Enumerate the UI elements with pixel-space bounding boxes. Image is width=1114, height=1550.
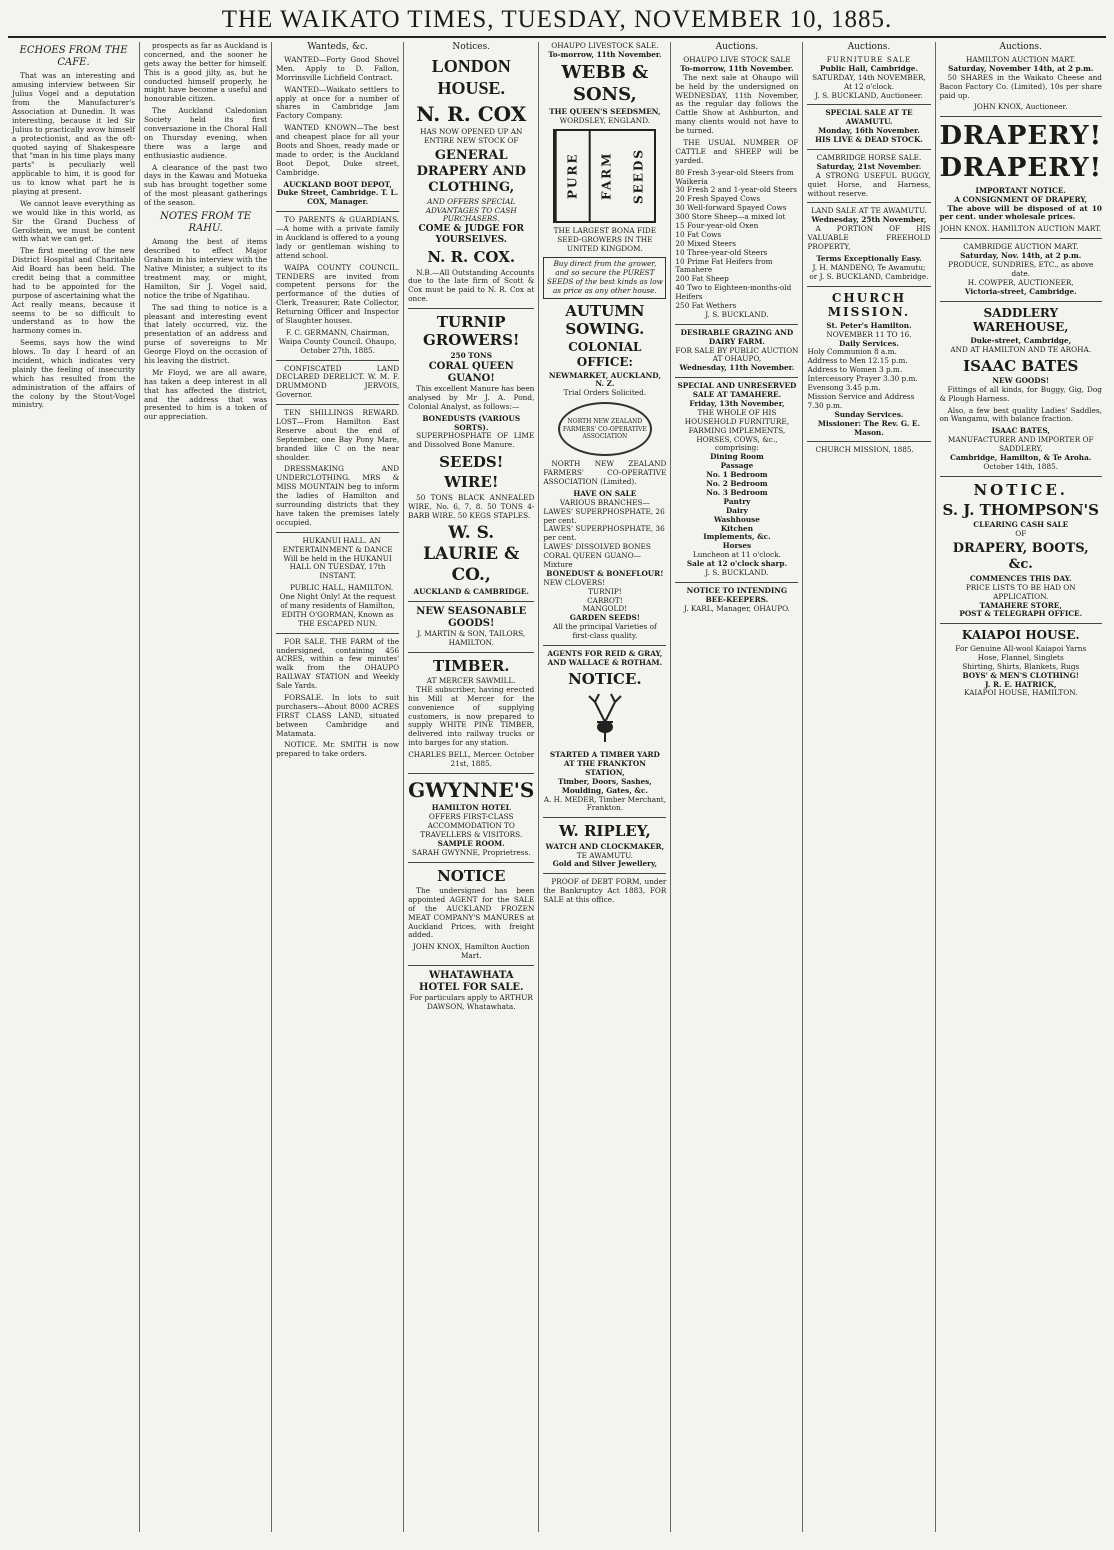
drapery-boots: DRAPERY, BOOTS, &c. xyxy=(952,541,1089,573)
stag-icon xyxy=(575,692,635,747)
ad-line: COMMENCES THIS DAY. xyxy=(969,573,1072,583)
column-3 xyxy=(272,42,404,1532)
ad-line: To-morrow, 11th November. xyxy=(548,49,662,59)
ad-line: Monday, 16th November. xyxy=(818,126,920,136)
ad-line: Wednesday, 11th November. xyxy=(679,363,795,373)
ad-line: AT MERCER SAWMILL. xyxy=(426,676,516,685)
ad: AUCKLAND BOOT DEPOT, Duke Street, Cambridge. T. L. COX, Manager. xyxy=(276,179,399,207)
ad-line: IMPORTANT NOTICE. xyxy=(975,185,1066,195)
ad-line: COME & JUDGE FOR YOURSELVES. xyxy=(418,224,524,246)
stock-item: 80 Fresh 3-year-old Steers from Waikeria xyxy=(675,167,794,186)
ad-line: JOHN KNOX, Auctioneer. xyxy=(973,102,1068,112)
service-item: Holy Communion 8 a.m. xyxy=(807,347,897,357)
ad-line: CHARLES BELL, Mercer. October 21st, 1885. xyxy=(408,750,535,769)
list-item: LAWES' SUPERPHOSPHATE, 26 per cent. xyxy=(543,506,665,525)
seeds-label: FARM xyxy=(589,131,623,221)
seeds-label: SEEDS xyxy=(631,148,646,205)
stock-item: 30 Well-forward Spayed Cows xyxy=(675,203,787,213)
ad-line: H. COWPER, AUCTIONEER, xyxy=(967,277,1074,287)
ad-line: MANUFACTURER AND IMPORTER OF SADDLERY, xyxy=(947,435,1094,454)
article-title: NOTES FROM TE RAHU. xyxy=(160,211,252,235)
ad-line: NEW GOODS! xyxy=(992,375,1050,385)
list-item: MANGOLD! xyxy=(582,604,628,614)
stock-item: 15 Four-year-old Oxen xyxy=(675,221,759,230)
autumn-title: AUTUMN SOWING. xyxy=(565,301,645,338)
ad-line: OFFERS FIRST-CLASS ACCOMMODATION TO TRAVELLERS & VISITORS. xyxy=(420,812,523,839)
ad-line: KAIAPOI HOUSE, HAMILTON. xyxy=(964,688,1078,698)
ad: WANTED—Forty Good Shovel Men. Apply to D. Fallon, Morrinsville Lichfield Contract. xyxy=(276,54,400,82)
ad-line: Saturday, November 14th, at 2 p.m. xyxy=(948,63,1094,73)
ad-line: THE LARGEST BONA FIDE SEED-GROWERS IN THE UNITED KINGDOM. xyxy=(553,226,657,254)
paragraph: The sad thing to notice is a pleasant and interesting event that lately occurred, viz. the presentation of an address and purse of sovereigns to Mr George Floyd on the occasion of his leaving the district. xyxy=(144,302,268,365)
stock-item: 10 Fat Cows xyxy=(675,229,722,239)
list-item: LAWES' SUPERPHOSPHATE, 36 per cent. xyxy=(543,524,665,543)
stock-item: 10 Prime Fat Heifers from Tamahere xyxy=(675,256,773,275)
ad-line: Cambridge, Hamilton, & Te Aroha. xyxy=(950,453,1092,462)
ad-line: JOHN KNOX, Hamilton Auction Mart. xyxy=(412,942,530,961)
divider xyxy=(276,360,399,361)
nr-cox-title: N. R. COX xyxy=(416,101,527,126)
ad-line: THE WHOLE OF HIS HOUSEHOLD FURNITURE, FARMING IMPLEMENTS, HORSES, COWS, &c., comprising: xyxy=(684,407,790,453)
ad-line: A CONSIGNMENT OF DRAPERY, xyxy=(954,194,1088,204)
divider xyxy=(940,116,1102,117)
wire-title: WIRE! xyxy=(444,473,499,492)
ad-line: CLEARING CASH SALE xyxy=(973,520,1069,530)
ad-line: This excellent Manure has been analysed by Mr J. A. Pond, Colonial Analyst, as follows:— xyxy=(408,383,535,411)
ad-line: Saturday, 21st November. xyxy=(816,161,922,171)
ad-box: Buy direct from the grower, and so secure the PUREST SEEDS of the best kinds as low as price as any other house. xyxy=(543,257,666,299)
ad-line: 250 TONS xyxy=(450,350,492,360)
ad-line: J. KARL, Manager, OHAUPO. xyxy=(683,603,790,613)
divider xyxy=(807,202,930,203)
ad-line: 50 TONS BLACK ANNEALED WIRE, No. 6, 7, 8. 50 TONS 4-BARB WIRE. 50 KEGS STAPLES. xyxy=(408,492,535,520)
divider xyxy=(543,817,666,818)
ad-line: PRICE LISTS TO BE HAD ON APPLICATION. xyxy=(965,582,1076,601)
paragraph: Among the best of items described to effect Major Graham in his interview with the Native Minister, a subject to its treatment may, or might, Hamilton, Sir J. Vogel said, notice the tribe of Ngatihau. xyxy=(144,237,268,300)
divider xyxy=(408,965,534,966)
stock-item: 20 Mixed Steers xyxy=(675,238,737,248)
ad-line: OHAUPO LIVE STOCK SALE xyxy=(683,54,791,64)
ad: F. C. GERMANN, Chairman, Waipa County Council. Ohaupo, October 27th, 1885. xyxy=(278,327,397,355)
ad-line: BOYS' & MEN'S CLOTHING! xyxy=(962,670,1079,680)
service-item: Mission Service and Address 7.30 p.m. xyxy=(807,391,915,410)
ad-line: NOVEMBER 11 TO 16. xyxy=(826,329,912,339)
paragraph: The next sale at Ohaupo will be held by the undersigned on WEDNESDAY, 11th November, as the regular day follows the Cattle Show at Ashburton, and many clients would not have to be turned. xyxy=(675,72,799,136)
ad-line: JOHN KNOX. HAMILTON AUCTION MART. xyxy=(940,224,1102,234)
columns xyxy=(8,42,1106,1532)
divider xyxy=(675,377,798,378)
ad-line: OF xyxy=(1015,529,1027,539)
ad-line: October 14th, 1885. xyxy=(983,461,1059,471)
ad-line: J. S. BUCKLAND, Auctioneer. xyxy=(815,90,923,100)
ad-line: THE QUEEN'S SEEDSMEN, xyxy=(549,106,661,116)
ad-line: Sale at 12 o'clock sharp. xyxy=(686,559,787,569)
section-head: Auctions. xyxy=(999,42,1042,52)
paragraph: The Auckland Caledonian Society held its first conversazione in the Choral Hall on Thursday evening, when there was a large and enthusiastic audience. xyxy=(144,106,268,160)
ad: NOTICE. Mr. SMITH is now prepared to take orders. xyxy=(276,740,400,759)
divider xyxy=(940,476,1102,477)
ad-line: Saturday, Nov. 14th, at 2 p.m. xyxy=(960,251,1082,261)
ad-line: FOR SALE BY PUBLIC AUCTION AT OHAUPO, xyxy=(675,345,799,364)
list-item: CORAL QUEEN GUANO—Mixture xyxy=(543,551,642,570)
divider xyxy=(543,645,666,646)
notice-title: NOTICE. xyxy=(568,669,642,688)
room-heading: No. 1 Bedroom xyxy=(706,470,768,480)
stock-item: 20 Fresh Spayed Cows xyxy=(675,194,761,204)
ad-line: SPECIAL AND UNRESERVED SALE AT TAMAHERE. xyxy=(677,381,797,400)
ad-line: SPECIAL SALE AT TE AWAMUTU. xyxy=(825,108,913,127)
ad-line: THE subscriber, having erected his Mill at Mercer for the convenience of supplying customers, is now prepared to supply WHITE PINE TIMBER, delivered into railway trucks or into barges for any station. xyxy=(408,684,535,748)
ad-line: The undersigned has been appointed AGENT for the SALE of the AUCKLAND FROZEN MEAT COMPANY'S MANURES at Auckland Prices, with freight added. xyxy=(408,885,535,940)
ad-line: Missioner: The Rev. G. E. Mason. xyxy=(817,418,921,437)
ad: FOR SALE. THE FARM of the undersigned, containing 456 ACRES, within a few minutes' walk from the OHAUPO RAILWAY STATION and Weekly Sale Yards. xyxy=(276,636,400,691)
ad-line: HAMILTON HOTEL xyxy=(431,803,511,813)
ad-line: WATCH AND CLOCKMAKER, xyxy=(545,841,665,851)
paragraph: prospects as far as Auckland is concerned, and the sooner he gets away the better for himself. This is a good jilty, as, but he conducted himself properly, he might have become a useful and honourable citizen. xyxy=(144,41,268,104)
divider xyxy=(543,873,666,874)
stock-item: 300 Store Sheep—a mixed lot xyxy=(675,212,786,222)
stock-item: 10 Three-year-old Steers xyxy=(675,247,768,257)
bates-title: ISAAC BATES xyxy=(963,356,1079,375)
service-item: Evensong 3.45 p.m. xyxy=(807,383,881,393)
ad-line: To-morrow, 11th November. xyxy=(680,63,794,73)
ad-line: PRODUCE, SUNDRIES, ETC., as above date. xyxy=(948,259,1094,278)
ad-line: Gold and Silver Jewellery, xyxy=(552,859,658,869)
ad-line: OHAUPO LIVESTOCK SALE. xyxy=(551,41,659,50)
ad-line: SARAH GWYNNE, Proprietress. xyxy=(411,847,531,857)
ad: TEN SHILLINGS REWARD. LOST—From Hamilton East Reserve about the end of September, one Bay Pony Mare, branded like C on the near shoulder. xyxy=(276,408,400,462)
turnip-title: TURNIP GROWERS! xyxy=(422,313,520,350)
ad-line: J. S. BUCKLAND. xyxy=(705,567,769,577)
ad-line: CAMBRIDGE AUCTION MART. xyxy=(963,242,1079,252)
paragraph: Seems, says how the wind blows. To day I heard of an incident, which indicates very plainly the feeling of insecurity which has resulted from the administration of the affairs of the colony by the Stout-Vogel ministry. xyxy=(12,338,136,410)
ad-line: WHATAWHATA HOTEL FOR SALE. xyxy=(419,970,524,994)
ad-line: PROOF of DEBT FORM, under the Bankruptcy Act 1883, FOR SALE at this office. xyxy=(543,877,667,905)
ad-line: NORTH NEW ZEALAND FARMERS' CO-OPERATIVE ASSOCIATION (Limited). xyxy=(543,459,667,486)
room-heading: Washhouse xyxy=(713,514,760,524)
column-8 xyxy=(936,42,1106,1532)
ad-line: N.B.—All Outstanding Accounts due to the late firm of Scott & Cox must be paid to N. R. Cox at once. xyxy=(408,267,535,304)
column-5 xyxy=(539,42,671,1532)
paragraph: That was an interesting and amusing interview between Sir Julius Vogel and a deputation from the Manufacturer's Association at Dunedin. It was interesting, because it led Sir Julius to practically avow himself a protectionist, and as the oft-quoted saying of Shakespeare that "man in his time plays many parts" is peculiarly well applicable to him, it is good for us to know what part he is playing at present. xyxy=(12,71,136,196)
ad-line: CAMBRIDGE HORSE SALE. xyxy=(816,152,922,162)
ad-line: 50 SHARES in the Waikato Cheese and Bacon Factory Co. (Limited), 10s per share paid up. xyxy=(939,72,1102,100)
association-seal: NORTH NEW ZEALAND FARMERS' CO-OPERATIVE ASSOCIATION xyxy=(558,402,652,456)
ad-line: HAVE ON SALE xyxy=(573,488,637,498)
room-heading: No. 3 Bedroom xyxy=(706,487,768,497)
divider xyxy=(276,404,399,405)
room-heading: Implements, &c. xyxy=(703,532,771,542)
ad-line: NEWMARKET, AUCKLAND, N. Z. xyxy=(548,370,661,389)
ad-line: SUPERPHOSPHATE OF LIME and Dissolved Bone Manure. xyxy=(408,431,535,450)
timber-title: TIMBER. xyxy=(432,656,510,675)
kaiapoi-title: KAIAPOI HOUSE. xyxy=(961,628,1080,643)
divider xyxy=(940,623,1102,624)
room-heading: Dining Room xyxy=(710,452,764,462)
paragraph: We cannot leave everything as we would like in this world, as Sir the Grand Duchess of Gerolstein, we must be content with what we can get. xyxy=(12,198,136,244)
section-head: Auctions. xyxy=(715,42,759,52)
column-6 xyxy=(671,42,803,1532)
ad-line: HIS LIVE & DEAD STOCK. xyxy=(815,135,923,145)
ad-line: Terms Exceptionally Easy. xyxy=(816,253,922,263)
ad-line: STARTED A TIMBER YARD AT THE FRANKTON STATION, xyxy=(549,750,660,777)
list-item: GARDEN SEEDS! xyxy=(569,613,640,623)
divider xyxy=(675,582,798,583)
column-2 xyxy=(140,42,272,1532)
ad-line: Luncheon at 11 o'clock. xyxy=(692,550,781,560)
seeds-label: PURE xyxy=(555,131,589,221)
ad-line: The above will be disposed of at 10 per cent. under wholesale prices. xyxy=(939,203,1102,222)
list-item: LAWES' DISSOLVED BONES xyxy=(543,542,651,552)
ad-line: Wednesday, 25th November, xyxy=(811,215,927,225)
paragraph: Mr Floyd, we are all aware, has taken a deep interest in all that has affected the district, and the address that was presented to him is a token of our appreciation. xyxy=(144,367,268,422)
divider xyxy=(807,286,930,287)
london-house-title: LONDON HOUSE. xyxy=(431,55,511,98)
ad: HUKANUI HALL. AN ENTERTAINMENT & DANCE Will be held in the HUKANUI HALL ON TUESDAY, 17th INSTANT. xyxy=(282,535,393,581)
paragraph: THE USUAL NUMBER OF CATTLE and SHEEP will be yarded. xyxy=(675,137,799,165)
seeds-box xyxy=(553,129,656,223)
ad-line: ISAAC BATES, xyxy=(991,426,1050,436)
divider xyxy=(408,601,534,602)
ad: CONFISCATED LAND DECLARED DERELICT. W. M. F. DRUMMOND JERVOIS, Governor. xyxy=(276,363,400,400)
divider xyxy=(675,324,798,325)
notice-title: NOTICE. xyxy=(973,480,1069,499)
ripley-title: W. RIPLEY, xyxy=(559,822,651,841)
room-heading: No. 2 Bedroom xyxy=(706,479,768,489)
divider xyxy=(408,308,534,309)
ad-line: Shirting, Shirts, Blankets, Rugs xyxy=(962,661,1080,671)
ad: WAIPA COUNTY COUNCIL. TENDERS are invited from competent persons for the performance of the duties of Clerk, Treasurer, Rate Collector, Returning Officer and Inspector of Slaughter houses. xyxy=(276,262,400,326)
divider xyxy=(940,238,1102,239)
ad: FORSALE. In lots to suit purchasers—About 8000 ACRES FIRST CLASS LAND, situated between Cambridge and Matamata. xyxy=(276,692,400,738)
ad-line: CORAL QUEEN GUANO! xyxy=(428,360,514,384)
ad-line: NOTICE TO INTENDING BEE-KEEPERS. xyxy=(686,585,788,604)
divider xyxy=(276,211,399,212)
divider xyxy=(276,532,399,533)
masthead: THE WAIKATO TIMES, TUESDAY, NOVEMBER 10, 1885. xyxy=(8,6,1106,38)
divider xyxy=(940,301,1102,302)
divider xyxy=(807,104,930,105)
column-7 xyxy=(803,42,935,1532)
ad-line: VARIOUS BRANCHES— xyxy=(559,497,650,507)
list-item: All the principal Varieties of first-class quality. xyxy=(553,622,657,641)
ad-line: CHURCH MISSION, 1885. xyxy=(815,445,914,455)
stock-item: 40 Two to Eighteen-months-old Heifers xyxy=(675,283,792,302)
service-item: Intercessory Prayer 3.30 p.m. xyxy=(807,374,918,384)
ad-line: SAMPLE ROOM. xyxy=(437,838,505,848)
ad-line: NEW SEASONABLE GOODS! xyxy=(416,605,527,629)
ad-line: AND AT HAMILTON AND TE AROHA. xyxy=(950,344,1092,354)
ad-line: Sunday Services. xyxy=(834,409,904,419)
room-heading: Horses xyxy=(722,541,752,551)
drapery-headline: DRAPERY! DRAPERY! xyxy=(939,121,1102,184)
section-head: Notices. xyxy=(452,42,491,52)
ad-line: Fittings of all kinds, for Buggy, Gig, Dog & Plough Harness. xyxy=(939,384,1102,403)
ad-line: For particulars apply to ARTHUR DAWSON, Whatawhata. xyxy=(409,993,533,1012)
stock-item: 30 Fresh 2 and 1-year-old Steers xyxy=(675,185,798,195)
section-head: Auctions. xyxy=(847,42,891,52)
ad: DRESSMAKING AND UNDERCLOTHING. MRS & MISS MOUNTAIN beg to inform the ladies of Hamilton and surrounding districts that they have taken the premises lately occupied. xyxy=(276,464,400,527)
ad-line: AGENTS FOR REID & GRAY, AND WALLACE & ROTHAM. xyxy=(547,649,663,667)
section-head: Wanteds, &c. xyxy=(307,42,368,52)
ad-line: A. H. MEDER, Timber Merchant, Frankton. xyxy=(543,794,667,813)
drapery-title: GENERAL DRAPERY AND CLOTHING, xyxy=(416,148,526,195)
ad-line: St. Peter's Hamilton. xyxy=(826,320,912,330)
ad-line: DESIRABLE GRAZING AND DAIRY FARM. xyxy=(680,327,794,346)
ad-line: A STRONG USEFUL BUGGY, quiet Horse, and Harness, without reserve. xyxy=(807,170,931,198)
divider xyxy=(276,633,399,634)
colonial-title: COLONIAL OFFICE: xyxy=(568,340,642,369)
ad-line: WORDSLEY, ENGLAND. xyxy=(559,115,651,125)
ad-line: BONEDUSTS (VARIOUS SORTS). xyxy=(422,413,521,432)
gwynne-title: GWYNNE'S xyxy=(408,777,535,802)
ad-line: J. MARTIN & SON, TAILORS, HAMILTON. xyxy=(417,628,526,647)
room-heading: Dairy xyxy=(725,505,748,515)
ad-line: HAMILTON AUCTION MART. xyxy=(966,54,1076,64)
room-heading: Kitchen xyxy=(720,523,754,533)
ad-line: Hose, Flannel, Singlets xyxy=(977,652,1064,662)
ad-line: TE AWAMUTU. xyxy=(576,850,633,860)
ad-line: HAS NOW OPENED UP AN ENTIRE NEW STOCK OF xyxy=(420,127,523,146)
church-title: CHURCH MISSION. xyxy=(827,290,911,320)
room-heading: Pantry xyxy=(723,496,751,506)
ad: WANTED KNOWN—The best and cheapest place for all your Boots and Shoes, ready made or made to order, is the Auckland Boot Depot, Duke street, Cambridge. xyxy=(276,123,400,177)
divider xyxy=(807,441,930,442)
thompson-title: S. J. THOMPSON'S xyxy=(942,501,1099,520)
paragraph: A clearance of the past two days in the Kawau and Motueka sub has brought together some of the most pleasant gatherings of the season. xyxy=(144,162,268,208)
ad-line: AUCKLAND & CAMBRIDGE. xyxy=(413,586,529,596)
ad-line: Friday, 13th November, xyxy=(689,399,785,409)
seeds-title: SEEDS! xyxy=(439,453,504,472)
ad-line: N. R. COX. xyxy=(427,248,516,267)
divider xyxy=(408,652,534,653)
ad: WANTED—Waikato settlers to apply at once for a number of shares in Cambridge Jam Factory Company. xyxy=(276,84,400,121)
divider xyxy=(408,773,534,774)
ad-line: POST & TELEGRAPH OFFICE. xyxy=(959,609,1083,619)
webb-title: WEBB & SONS, xyxy=(561,61,649,105)
ad-line: TAMAHERE STORE, xyxy=(979,600,1062,610)
ad-line: Also, a few best quality Ladies' Saddles, on Wangamu, with balance fraction. xyxy=(939,405,1102,424)
ad-line: Victoria-street, Cambridge. xyxy=(964,286,1077,296)
stock-item: 250 Fat Wethers xyxy=(675,301,737,311)
ad-line: A PORTION OF HIS VALUABLE FREEHOLD PROPERTY, xyxy=(807,224,931,251)
ad: PUBLIC HALL, HAMILTON. One Night Only! At the request of many residents of Hamilton, EDITH O'GORMAN, Known as THE ESCAPED NUN. xyxy=(279,583,396,628)
service-item: Address to Women 3 p.m. xyxy=(807,365,903,375)
ad: TO PARENTS & GUARDIANS.—A home with a private family in Auckland is offered to a young lady or gentleman wishing to attend school. xyxy=(276,215,400,260)
article-title: ECHOES FROM THE CAFE. xyxy=(19,45,128,69)
saddlery-title: SADDLERY WAREHOUSE, xyxy=(973,305,1069,335)
ad-line: J. H. MANDENO, Te Awamutu; or J. S. BUCKLAND, Cambridge. xyxy=(809,262,929,281)
ad-line: FURNITURE SALE xyxy=(826,54,912,64)
list-item: CARROT! xyxy=(587,595,623,605)
ad-line: LAND SALE AT TE AWAMUTU. xyxy=(811,206,927,216)
notice-title: NOTICE xyxy=(437,866,506,885)
laurie-title: W. S. LAURIE & CO., xyxy=(423,523,520,585)
divider xyxy=(807,149,930,150)
list-item: TURNIP! xyxy=(588,586,622,596)
ad-line: SATURDAY, 14th NOVEMBER, At 12 o'clock. xyxy=(812,72,926,91)
ad-line: AND OFFERS SPECIAL ADVANTAGES TO CASH PURCHASERS. xyxy=(425,196,517,224)
ad-line: Trial Orders Solicited. xyxy=(563,388,647,398)
ad-line: Public Hall, Cambridge. xyxy=(819,63,918,73)
paragraph: The first meeting of the new District Hospital and Charitable Aid Board has been held. The credit being that a committee had to be appointed for the purpose of ascertaining what the Act really means, because it seems to be so difficult to understand as to how the harmony comes in. xyxy=(12,246,136,336)
ad-line: Timber, Doors, Sashes, Moulding, Gates, &c. xyxy=(557,776,652,795)
ad-line: For Genuine All-wool Kaiapoi Yarns xyxy=(955,643,1087,653)
ad-line: J. S. BUCKLAND. xyxy=(705,309,769,319)
stock-item: 200 Fat Sheep xyxy=(675,274,729,284)
column-1 xyxy=(8,42,140,1532)
divider xyxy=(408,862,534,863)
list-item: BONEDUST & BONEFLOUR! xyxy=(546,568,664,578)
list-item: NEW CLOVERS! xyxy=(543,577,606,587)
ad-line: J. R. E. HATRICK, xyxy=(984,679,1057,689)
ad-line: Daily Services. xyxy=(839,338,899,348)
service-item: Address to Men 12.15 p.m. xyxy=(807,356,908,366)
room-heading: Passage xyxy=(720,461,754,471)
ad-line: Duke-street, Cambridge, xyxy=(970,335,1072,345)
column-4 xyxy=(404,42,539,1532)
